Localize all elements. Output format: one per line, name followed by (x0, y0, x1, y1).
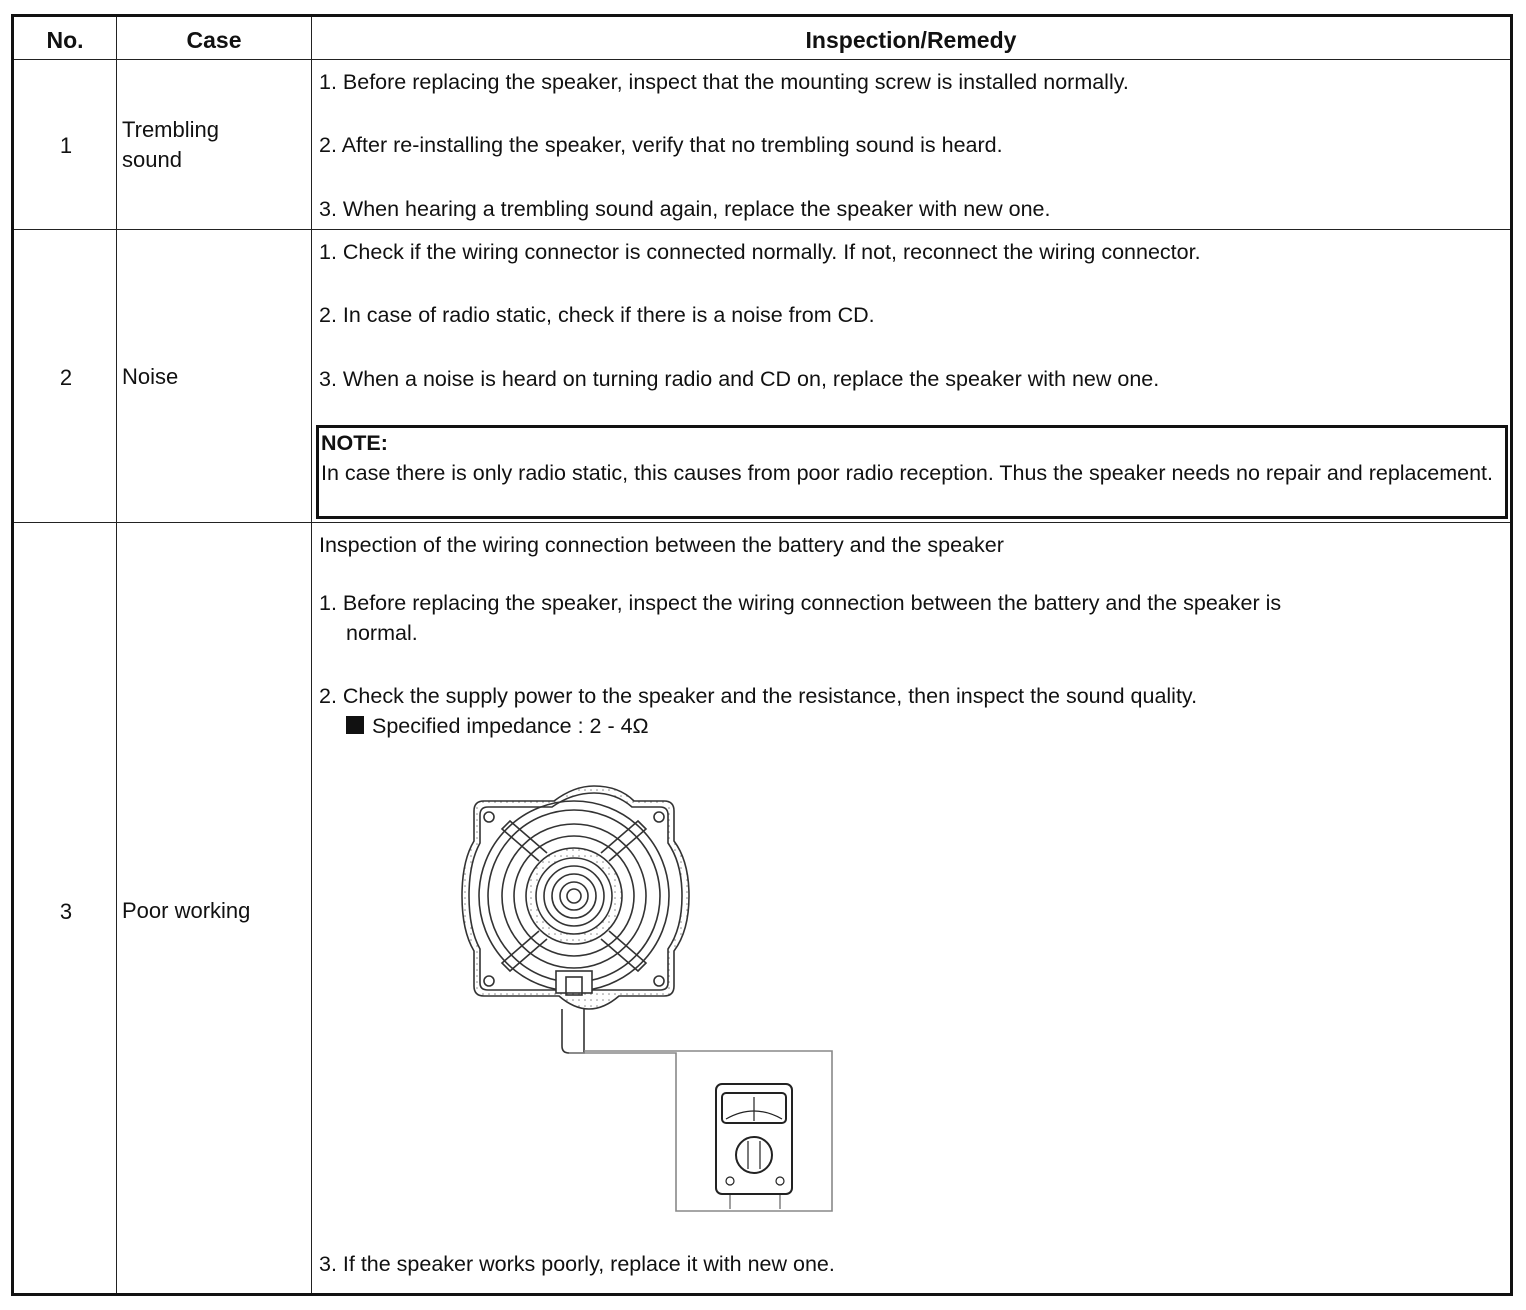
row3-step3: 3. If the speaker works poorly, replace it with new one. (319, 1252, 835, 1276)
row3-step2: 2. Check the supply power to the speaker and the resistance, then inspect the sound quality. (319, 684, 1198, 708)
row-divider (14, 522, 1510, 523)
row3-case: Poor working (122, 898, 251, 923)
row-divider (14, 59, 1510, 60)
row3-step1: 1. Before replacing the speaker, inspect the wiring connection between the battery and the speaker is (319, 591, 1282, 615)
column-divider (311, 17, 312, 1293)
row2-step3: 3. When a noise is heard on turning radio and CD on, replace the speaker with new one. (319, 367, 1160, 391)
row1-case: Trembling sound (122, 117, 219, 172)
row3-step1-continued: normal. (346, 621, 418, 645)
note-text: In case there is only radio static, this causes from poor radio reception. Thus the speaker needs no repair and replacement. (321, 461, 1493, 485)
row2-step1: 1. Check if the wiring connector is connected normally. If not, reconnect the wiring connector. (319, 240, 1201, 264)
row2-case: Noise (122, 364, 179, 389)
header-no: No. (46, 27, 84, 53)
square-bullet-icon (346, 716, 364, 734)
row1-step2: 2. After re-installing the speaker, verify that no trembling sound is heard. (319, 133, 1003, 157)
row3-number: 3 (59, 899, 73, 924)
column-divider (116, 17, 117, 1293)
row3-spec (346, 711, 649, 741)
row3-intro: Inspection of the wiring connection between the battery and the speaker (319, 533, 1004, 557)
row2-number: 2 (59, 365, 73, 390)
row1-number: 1 (59, 133, 73, 158)
inspection-table (11, 14, 1513, 1296)
multimeter-icon (716, 1084, 792, 1194)
spec-text: Specified impedance : 2 - 4Ω (372, 714, 649, 738)
row1-step1: 1. Before replacing the speaker, inspect that the mounting screw is installed normally. (319, 70, 1129, 94)
row1-step3: 3. When hearing a trembling sound again, replace the speaker with new one. (319, 197, 1051, 221)
row-divider (14, 229, 1510, 230)
speaker-icon (462, 786, 689, 1053)
note-title: NOTE: (321, 431, 388, 455)
header-case: Case (186, 27, 242, 53)
speaker-multimeter-diagram (444, 781, 844, 1221)
row2-step2: 2. In case of radio static, check if there is a noise from CD. (319, 303, 875, 327)
note-box (316, 425, 1508, 519)
header-remedy: Inspection/Remedy (805, 27, 1017, 53)
